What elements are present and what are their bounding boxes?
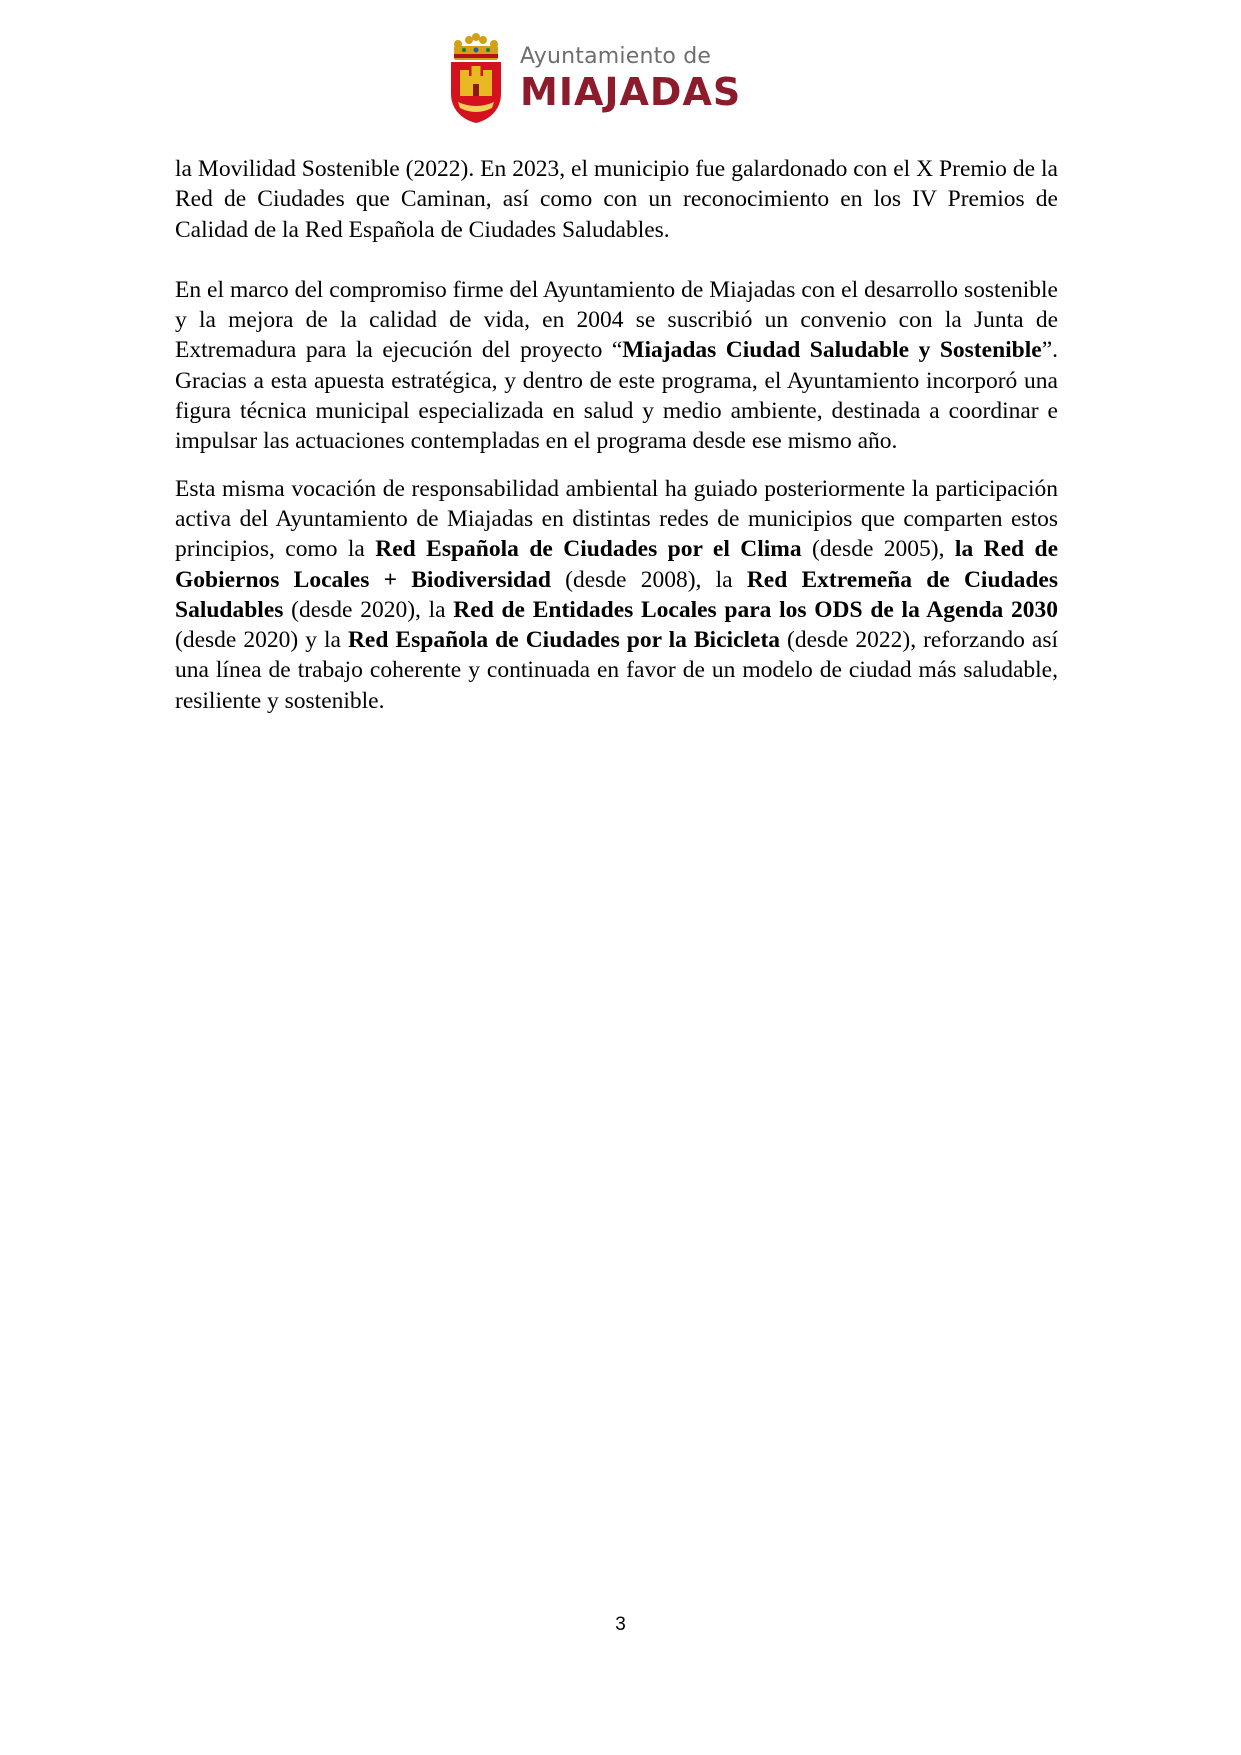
paragraph-3-text-5: (desde 2020) y la xyxy=(175,627,348,654)
paragraph-3 xyxy=(175,474,1058,716)
paragraph-3-text-2: (desde 2005), xyxy=(801,536,955,563)
paragraph-2 xyxy=(175,275,1058,457)
network-name-clima: Red Española de Ciudades por el Clima xyxy=(375,536,802,563)
logo-title: MIAJADAS xyxy=(520,70,742,114)
logo-subtitle: Ayuntamiento de xyxy=(520,44,712,69)
network-name-saludables: Red Extremeña de Ciudades Saludables xyxy=(175,566,1058,623)
paragraph-1: la Movilidad Sostenible (2022). En 2023, el municipio fue galardonado con el X Premio de la Red de Ciudades que Caminan, así como con un reconocimiento en los IV Premios de Calidad de la Red Española de Ciudades Saludables. xyxy=(175,156,1058,243)
document-body xyxy=(175,154,1058,716)
paragraph-2-text-2: ”. Gracias a esta apuesta estratégica, y dentro de este programa, el Ayuntamiento incorporó una figura técnica municipal especializada en salud y medio ambiente, destinada a coordinar e impulsar las actuaciones contempladas en el programa desde ese mismo año. xyxy=(175,337,1059,455)
paragraph-3-text-4: (desde 2020), la xyxy=(283,596,454,623)
page-number: 3 xyxy=(615,1614,626,1635)
paragraph-3-text-1: Esta misma vocación de responsabilidad ambiental ha guiado posteriormente la participación activa del Ayuntamiento de Miajadas en distintas redes de municipios que comparten estos principios, como la xyxy=(175,475,1058,563)
coat-of-arms-icon xyxy=(448,32,504,124)
logo-wordmark xyxy=(520,44,741,114)
network-name-biodiversidad: la Red de Gobiernos Locales + Biodiversidad xyxy=(175,536,1058,593)
municipal-logo xyxy=(448,32,748,124)
paragraph-3-text-3: (desde 2008), la xyxy=(550,566,747,593)
project-name-bold: Miajadas Ciudad Saludable y Sostenible xyxy=(622,337,1042,364)
network-name-ods: Red de Entidades Locales para los ODS de la Agenda 2030 xyxy=(453,596,1058,623)
paragraph-3-text-6: (desde 2022), reforzando así una línea de trabajo coherente y continuada en favor de un modelo de ciudad más saludable, resiliente y sostenible. xyxy=(175,627,1058,714)
network-name-bicicleta: Red Española de Ciudades por la Bicicleta xyxy=(347,627,781,654)
paragraph-2-text-1: En el marco del compromiso firme del Ayuntamiento de Miajadas con el desarrollo sostenible y la mejora de la calidad de vida, en 2004 se suscribió un convenio con la Junta de Extremadura para la ejecución del proyecto “ xyxy=(175,276,1058,364)
